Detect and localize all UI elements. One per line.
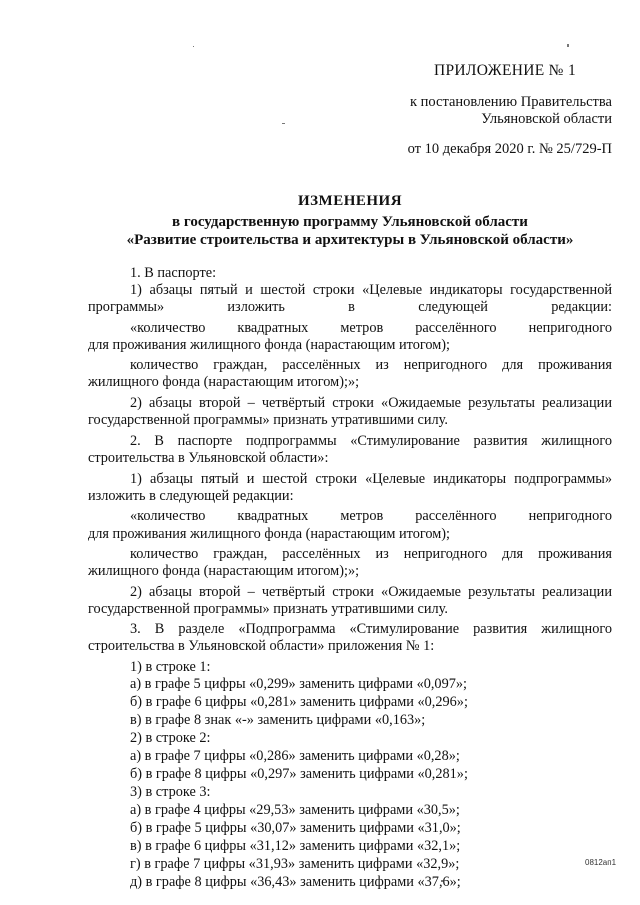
body-line: 1) в строке 1: [130, 659, 211, 675]
body-line: для проживания жилищного фонда (нарастающим итогом); [88, 526, 451, 542]
body-line: «количество квадратных метров расселённого непригодного [130, 508, 612, 524]
document-subtitle-line1: в государственную программу Ульяновской области [172, 214, 528, 230]
document-subtitle-line2: «Развитие строительства и архитектуры в Ульяновской области» [126, 232, 574, 248]
body-line: б) в графе 5 цифры «30,07» заменить цифрами «31,0»; [130, 820, 461, 836]
body-line: для проживания жилищного фонда (нарастающим итогом); [88, 337, 451, 353]
body-line: жилищного фонда (нарастающим итогом);»; [88, 563, 360, 579]
body-line: в) в графе 6 цифры «31,12» заменить цифрами «32,1»; [130, 838, 461, 854]
scan-speck [282, 123, 285, 124]
scan-speck [567, 44, 569, 47]
body-line: изложить в следующей редакции: [88, 488, 294, 504]
body-line: б) в графе 8 цифры «0,297» заменить цифрами «0,281»; [130, 766, 468, 782]
body-line: 1) абзацы пятый и шестой строки «Целевые индикаторы государственной [130, 282, 612, 298]
annex-title: ПРИЛОЖЕНИЕ № 1 [433, 62, 576, 79]
body-line: количество граждан, расселённых из непригодного для проживания [130, 546, 612, 562]
body-line: д) в графе 8 цифры «36,43» заменить цифрами «37,6»; [130, 874, 461, 890]
decree-reference-line1: к постановлению Правительства [410, 94, 612, 110]
body-line: 1. В паспорте: [130, 265, 217, 281]
body-line: государственной программы» признать утратившими силу. [88, 601, 448, 617]
body-line: государственной программы» признать утратившими силу. [88, 412, 448, 428]
body-line: 2) абзацы второй – четвёртый строки «Ожидаемые результаты реализации [130, 584, 612, 600]
body-line: программы» изложить в следующей редакции: [88, 299, 612, 315]
body-line: б) в графе 6 цифры «0,281» заменить цифрами «0,296»; [130, 694, 468, 710]
body-line: строительства в Ульяновской области»: [88, 450, 329, 466]
body-line: 2) абзацы второй – четвёртый строки «Ожидаемые результаты реализации [130, 395, 612, 411]
body-line: количество граждан, расселённых из непригодного для проживания [130, 357, 612, 373]
decree-date: от 10 декабря 2020 г. № 25/729-П [407, 141, 612, 157]
body-line: 2) в строке 2: [130, 730, 211, 746]
body-line: а) в графе 5 цифры «0,299» заменить цифрами «0,097»; [130, 676, 468, 692]
body-line: «количество квадратных метров расселённого непригодного [130, 320, 612, 336]
body-line: 3) в строке 3: [130, 784, 211, 800]
document-title: ИЗМЕНЕНИЯ [297, 193, 403, 209]
body-line: а) в графе 4 цифры «29,53» заменить цифрами «30,5»; [130, 802, 460, 818]
document-code: 0812ап1 [585, 858, 617, 867]
decree-reference-line2: Ульяновской области [481, 111, 612, 127]
body-line: в) в графе 8 знак «-» заменить цифрами «0,163»; [130, 712, 426, 728]
body-line: 3. В разделе «Подпрограмма «Стимулирование развития жилищного [130, 621, 612, 637]
scan-speck [193, 46, 194, 47]
body-line: а) в графе 7 цифры «0,286» заменить цифрами «0,28»; [130, 748, 460, 764]
body-line: жилищного фонда (нарастающим итогом);»; [88, 374, 360, 390]
body-line: 1) абзацы пятый и шестой строки «Целевые индикаторы подпрограммы» [130, 471, 612, 487]
body-line: строительства в Ульяновской области» приложения № 1: [88, 638, 435, 654]
body-line: г) в графе 7 цифры «31,93» заменить цифрами «32,9»; [130, 856, 460, 872]
body-line: 2. В паспорте подпрограммы «Стимулирование развития жилищного [130, 433, 612, 449]
